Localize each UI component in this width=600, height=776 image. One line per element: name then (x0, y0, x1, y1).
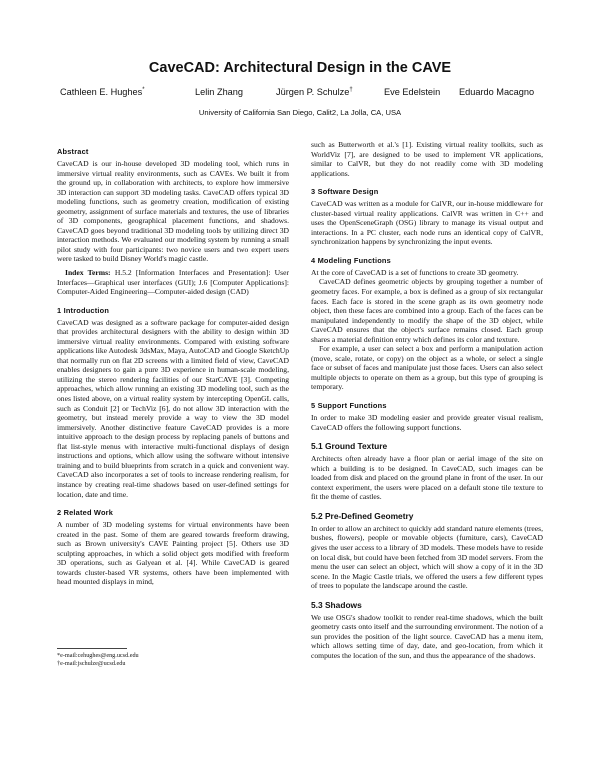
support-functions-heading: 5 Support Functions (311, 401, 387, 411)
predefined-geometry-text: In order to allow an architect to quickly add standard nature elements (trees, bushes, flowers), people or movable objects (furniture, cars), CaveCAD gives the user access to a library of 3D models. These models have to reside on local disk, but could have been fetched from 3D model servers. From the menu the user can select an object, which will show a copy of it in the 3D scene. In the Magic Castle trials, we offered the users a few different types of trees to populate the landscape around the castle. (311, 523, 543, 591)
modeling-functions-p3: For example, a user can select a box and perform a manipulation action (move, scale, rotate, or copy) on the object as a whole, or select a single face or subset of faces and manipulate just those faces. Users can also select multiple objects to operate on them as a group, but this type of grouping is temporary. (311, 344, 543, 392)
predefined-geometry-heading: 5.2 Pre-Defined Geometry (311, 510, 414, 521)
shadows-heading: 5.3 Shadows (311, 599, 362, 610)
left-column (57, 146, 289, 595)
footnote-2: †e-mail:jschulze@ucsd.edu (57, 660, 126, 667)
right-column (311, 140, 543, 668)
author-list (60, 87, 540, 101)
related-work-continued-text: such as Butterworth et al.'s [1]. Existing virtual reality toolkits, such as WorldViz [7], are designed to be used to implement VR applications, similar to CalVR, but they do not readily come with 3D modeling applications. (311, 140, 543, 178)
ground-texture-heading: 5.1 Ground Texture (311, 441, 388, 452)
shadows-section (311, 599, 543, 661)
abstract-text: CaveCAD is our in-house developed 3D modeling tool, which runs in immersive virtual reality environments, such as CAVEs. We built it from the ground up, in collaboration with architects, to explore how immersive 3D interaction can support 3D modeling tasks. CaveCAD offers typical 3D modeling functions, such as geometry creation, modification of existing geometry, assignment of surface materials and textures, the use of libraries of 3D components, geographical placement functions, and shadows. CaveCAD goes beyond traditional 3D modeling tools by utilizing direct 3D interaction methods. We evaluated our modeling system by running a small pilot study with four participants: two novice users and two expert users were tasked to build Disney World's magic castle. (57, 159, 289, 264)
software-design-section (311, 186, 543, 247)
footnote-1: *e-mail:cehughes@eng.ucsd.edu (57, 652, 139, 659)
software-design-text: CaveCAD was written as a module for CalVR, our in-house middleware for cluster-based virtual reality applications. CalVR was written in C++ and uses the OpenSceneGraph (OSG) library to manage its visual output and interactions. In a PC cluster, each node runs an identical copy of CalVR, synchronization happens by synchronizing the input events. (311, 199, 543, 247)
related-work-text: A number of 3D modeling systems for virtual environments have been created in the past. Some of them are geared towards freeform drawing, such as Brown university's CAVE Painting project [5]. Others use 3D sculpting approaches, in which a solid object gets modified with freeform 3D operations, such as Galyean et al. [4]. While CaveCAD is geared towards cluster-based VR systems, others have been implemented with head mounted displays in mind, (57, 520, 289, 587)
modeling-functions-p2: CaveCAD defines geometric objects by grouping together a number of geometry faces. For example, a box is defined as a group of six rectangular faces. Each face is stored in the scene graph as its own geometry node object, then these faces are combined into a group. Each of the faces can be manipulated independently to modify the shape of the 3D object, while CaveCAD ensures that the object's surface remains closed. Each group shares a material definition entry which defines its color and texture. (311, 277, 543, 344)
abstract-section (57, 146, 289, 297)
introduction-heading: 1 Introduction (57, 305, 110, 315)
introduction-section (57, 305, 289, 499)
shadows-text: We use OSG's shadow toolkit to render real-time shadows, which the built geometry casts onto itself and the surrounding environment. The notion of a sun provides the position of the light source. CaveCAD has a menu item, which allows setting time of day, date, and geo-location, from which it computes the location of the sun, and thus the appearance of the shadows. (311, 612, 543, 660)
modeling-functions-heading: 4 Modeling Functions (311, 255, 391, 265)
related-work-heading: 2 Related Work (57, 508, 114, 518)
author-3: Jürgen P. Schulze† (276, 87, 353, 98)
predefined-geometry-section (311, 510, 543, 591)
author-5: Eduardo Macagno (459, 87, 535, 98)
support-functions-text: In order to make 3D modeling easier and provide greater visual realism, CaveCAD offers the following support functions. (311, 413, 543, 432)
modeling-functions-p1: At the core of CaveCAD is a set of functions to create 3D geometry. (311, 267, 519, 277)
related-work-section (57, 507, 289, 587)
footnotes (57, 648, 289, 668)
author-4: Eve Edelstein (384, 87, 441, 98)
ground-texture-section (311, 440, 543, 502)
ground-texture-text: Architects often already have a floor plan or aerial image of the site on which a building is to be designed. In CaveCAD, such images can be loaded from disk and placed on the ground plane in front of the user. In our context experiment, the users were placed on a default stone tile texture to fit the theme of castles. (311, 454, 543, 502)
footnote-rule (57, 648, 127, 649)
author-2: Lelin Zhang (195, 87, 244, 98)
software-design-heading: 3 Software Design (311, 187, 379, 197)
support-functions-section (311, 400, 543, 432)
author-1: Cathleen E. Hughes* (60, 87, 145, 98)
paper-title: CaveCAD: Architectural Design in the CAVE (148, 60, 452, 76)
introduction-text: CaveCAD was designed as a software package for computer-aided design that provides architectural designers with the ability to design within 3D immersive virtual reality environments. Compared with existing software applications like Autodesk 3dsMax, Maya, AutoCAD and Google SketchUp that normally run on flat 2D screens with a limited field of view, CaveCAD enables designers to gain a pure 3D experience in human-scale modeling, utilizing the stereo rendering facilities of our StarCAVE [3]. Competing approaches, which allow running an existing 3D modeling tool, such as the ones listed above, on a virtual reality system by intercepting OpenGL calls, such as Conduit [2] or TechViz [6], do not allow 3D interaction with the geometry, but instead merely provide a way to view the 3D model immersively. Another distinctive feature CaveCAD provides is a more intuitive approach to the design process by replacing panels of buttons and flat list-style menus with interactive multi-functional displays of design instructions and options, which allow using the software without intensive training and to build blueprints from scratch in a quick and convenient way. CaveCAD also incorporates a set of tools to increase rendering realism, for instance by creating real-time shadows based on user-defined settings for location, date and time. (57, 317, 289, 499)
affiliation: University of California San Diego, Calit2, La Jolla, CA, USA (198, 108, 402, 117)
related-work-continued (311, 140, 543, 178)
index-terms: Index Terms: H.5.2 [Information Interfaces and Presentation]: User Interfaces—Graphical user interfaces (GUI); J.6 [Computer Applications]: Computer-Aided Engineering—Computer-aided design (CAD) (57, 268, 290, 297)
modeling-functions-section (311, 255, 543, 392)
abstract-heading: Abstract (57, 147, 89, 156)
